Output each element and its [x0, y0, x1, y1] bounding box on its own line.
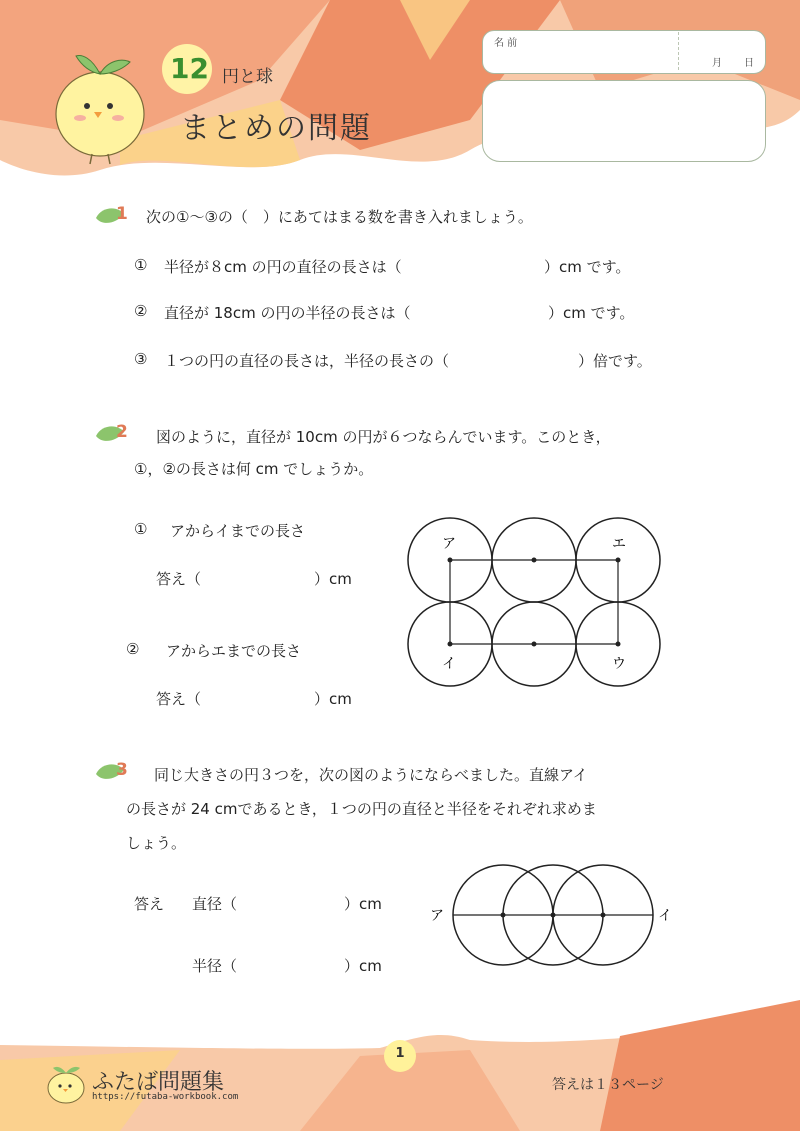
- q1-item-3-unit: ）倍です。: [578, 352, 652, 370]
- q3-number: 3: [116, 760, 128, 780]
- label-e: エ: [612, 536, 626, 552]
- q2-sub1-mark: ①: [134, 520, 148, 538]
- q3-prompt-line1: 同じ大きさの円３つを，次の図のようにならべました。直線アイ: [154, 766, 588, 784]
- q3-three-circles-diagram: [424, 860, 684, 972]
- q1-item-3-mark: ③: [134, 350, 148, 368]
- q2-sub2-text: アからエまでの長さ: [166, 642, 302, 660]
- q1-number: 1: [116, 204, 128, 224]
- unit-number: 12: [170, 52, 209, 85]
- chick-logo-icon: [44, 1060, 88, 1104]
- q2-answer1-unit: ）cm: [314, 570, 352, 588]
- q2-number: 2: [116, 422, 128, 442]
- name-date-divider: [678, 32, 679, 70]
- q1-prompt: 次の①～③の（ ）にあてはまる数を書き入れましょう。: [146, 208, 533, 226]
- q2-sub2-mark: ②: [126, 640, 140, 658]
- q1-item-1-unit: ）cm です。: [544, 258, 631, 276]
- brand-url[interactable]: https://futaba-workbook.com: [92, 1092, 239, 1102]
- q2-answer1-prefix: 答え（: [156, 570, 202, 588]
- q2-sub1-text: アからイまでの長さ: [170, 522, 306, 540]
- label-u: ウ: [612, 656, 626, 672]
- q2-six-circles-diagram: [400, 510, 670, 700]
- q1-item-3-text: １つの円の直径の長さは，半径の長さの（: [164, 352, 450, 370]
- q2-answer2-prefix: 答え（: [156, 690, 202, 708]
- label-i: イ: [442, 656, 456, 672]
- brand-name: ふたば問題集: [92, 1070, 225, 1095]
- answer-reference: 答えは１３ページ: [552, 1077, 664, 1093]
- q3-diameter-unit: ）cm: [344, 895, 382, 913]
- q1-item-2-unit: ）cm です。: [548, 304, 635, 322]
- q1-item-1-text: 半径が８cm の円の直径の長さは（: [164, 258, 402, 276]
- date-label: 月 日: [712, 58, 760, 69]
- label-a: ア: [442, 536, 456, 552]
- q1-item-2-mark: ②: [134, 302, 148, 320]
- q2-answer2-unit: ）cm: [314, 690, 352, 708]
- unit-subject: 円と球: [222, 67, 273, 87]
- q1-item-1-mark: ①: [134, 256, 148, 274]
- q3-radius-unit: ）cm: [344, 957, 382, 975]
- label-a: ア: [430, 908, 444, 924]
- q3-diameter-prefix: 直径（: [192, 895, 238, 913]
- q1-item-2-text: 直径が 18cm の円の半径の長さは（: [164, 304, 411, 322]
- q2-prompt-line2: ①，②の長さは何 cm でしょうか。: [134, 460, 374, 478]
- name-label: 名 前: [494, 38, 518, 49]
- page-number: 1: [395, 1046, 405, 1061]
- q3-prompt-line3: しょう。: [126, 834, 187, 852]
- q3-prompt-line2: の長さが 24 cmであるとき，１つの円の直径と半径をそれぞれ求めま: [126, 800, 597, 818]
- score-field[interactable]: [482, 80, 766, 162]
- label-i: イ: [658, 908, 672, 924]
- q3-radius-prefix: 半径（: [192, 957, 238, 975]
- q2-prompt-line1: 図のように，直径が 10cm の円が６つならんでいます。このとき，: [156, 428, 611, 446]
- chick-mascot-icon: [42, 36, 162, 166]
- page-title: まとめの問題: [180, 111, 372, 146]
- q3-answer-label: 答え: [134, 895, 165, 913]
